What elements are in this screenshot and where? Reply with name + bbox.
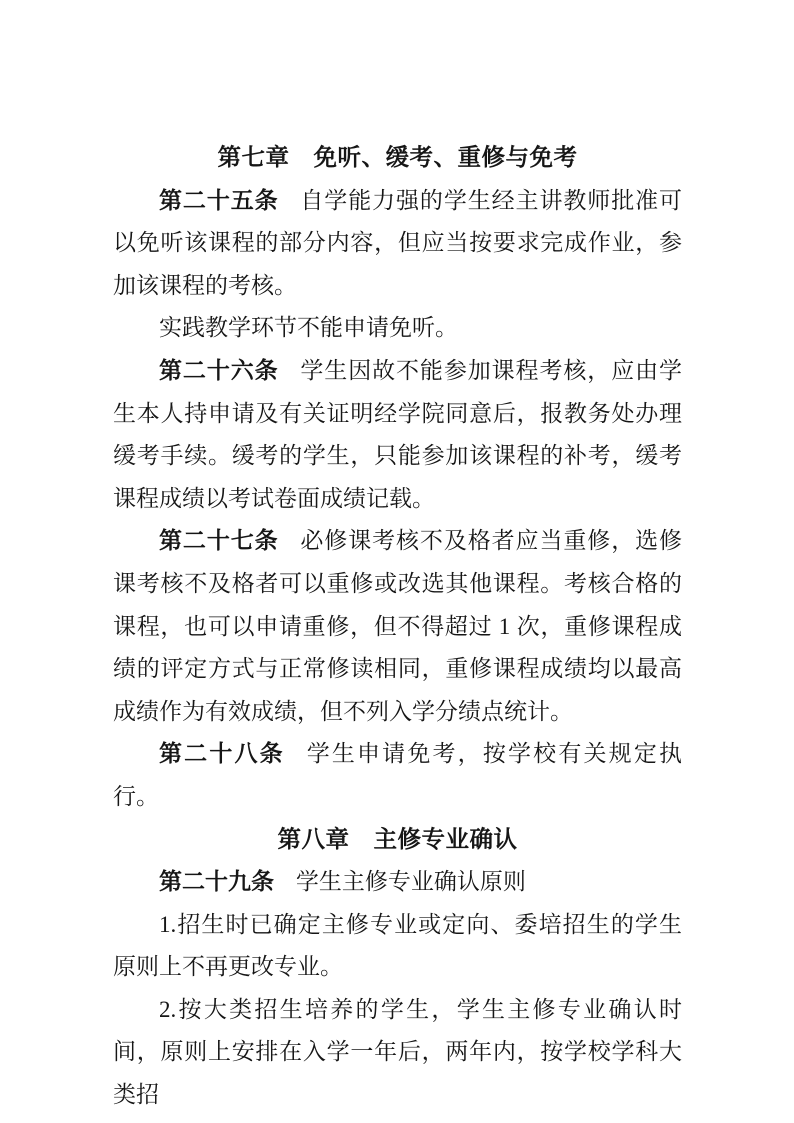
article-28-text: 学生申请免考，按学校有关规定执行。	[113, 741, 683, 809]
article-26-text: 学生因故不能参加课程考核，应由学生本人持申请及有关证明经学院同意后，报教务处办理缓考手续。缓考的学生，只能参加该课程的补考，缓考课程成绩以考试卷面成绩记载。	[113, 357, 683, 511]
paragraph-article-29	[113, 861, 682, 904]
article-27-label: 第二十七条	[159, 528, 279, 554]
chapter-heading-7: 第七章 免听、缓考、重修与免考	[217, 145, 578, 171]
article-29-text: 学生主修专业确认原则	[295, 869, 526, 895]
paragraph-item-1: 1.招生时已确定主修专业或定向、委培招生的学生原则上不再更改专业。	[113, 911, 682, 980]
article-25-label: 第二十五条	[159, 187, 279, 213]
chapter-heading-8: 第八章 主修专业确认	[277, 826, 518, 853]
paragraph-article-27	[113, 520, 682, 733]
article-26-label: 第二十六条	[159, 357, 279, 383]
paragraph-article-25	[113, 180, 682, 308]
paragraph-practice-note: 实践教学环节不能申请免听。	[159, 315, 458, 341]
article-29-label: 第二十九条	[159, 869, 274, 895]
article-28-label: 第二十八条	[159, 741, 285, 767]
article-25-text: 自学能力强的学生经主讲教师批准可以免听该课程的部分内容，但应当按要求完成作业，参加该课程的考核。	[113, 187, 683, 298]
article-27-text: 必修课考核不及格者应当重修，选修课考核不及格者可以重修或改选其他课程。考核合格的课程，也可以申请重修，但不得超过 1 次，重修课程成绩的评定方式与正常修读相同，重修课程成绩均以最高成绩作为有效成绩，但不列入学分绩点统计。	[113, 528, 683, 724]
paragraph-item-2: 2.按大类招生培养的学生，学生主修专业确认时间，原则上安排在入学一年后，两年内，按学校学科大类招	[113, 996, 682, 1108]
paragraph-article-26	[113, 350, 682, 520]
paragraph-article-28	[113, 733, 682, 818]
